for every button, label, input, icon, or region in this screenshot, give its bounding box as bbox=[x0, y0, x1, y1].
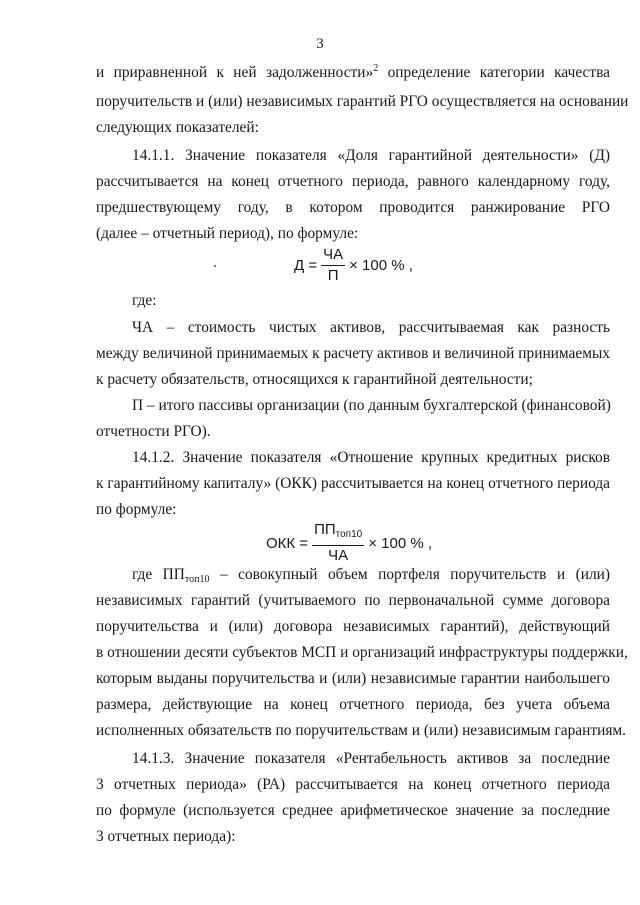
formula-rhs: × 100 % , bbox=[368, 534, 433, 552]
paragraph-line: размера, действующие на конец отчетного периода, без учета объема bbox=[96, 696, 610, 713]
formula-lhs: ОКК = bbox=[266, 534, 309, 552]
formula-fraction bbox=[312, 522, 364, 564]
scan-speck bbox=[214, 265, 216, 267]
paragraph-line: 14.1.3. Значение показателя «Рентабельность активов за последние bbox=[132, 750, 610, 767]
paragraph-line: поручительства и (или) договора независимых гарантий), действующий bbox=[96, 618, 610, 635]
paragraph-line: к расчету обязательств, относящихся к гарантийной деятельности; bbox=[96, 371, 533, 388]
paragraph-line: 3 отчетных периода): bbox=[96, 828, 236, 845]
formula-denominator: ЧА bbox=[328, 547, 349, 564]
formula-numerator bbox=[312, 522, 364, 546]
formula-rhs: × 100 % , bbox=[349, 257, 413, 274]
formula-fraction bbox=[321, 247, 345, 284]
text-run: – совокупный объем портфеля поручительств и (или) bbox=[209, 566, 610, 583]
formula-numerator-main: ПП bbox=[314, 521, 336, 538]
paragraph-line: в отношении десяти субъектов МСП и организаций инфраструктуры поддержки, bbox=[96, 644, 628, 661]
paragraph-line: к гарантийному капиталу» (ОКК) рассчитывается на конец отчетного периода bbox=[96, 475, 610, 492]
text-run: определение категории качества bbox=[378, 64, 610, 81]
paragraph-line: исполненных обязательств по поручительствам и (или) независимым гарантиям. bbox=[96, 722, 627, 739]
paragraph-line: отчетности РГО). bbox=[96, 423, 211, 440]
paragraph-line: независимых гарантий (учитываемого по первоначальной сумме договора bbox=[96, 592, 610, 609]
paragraph-line: П – итого пассивы организации (по данным бухгалтерской (финансовой) bbox=[132, 397, 611, 414]
paragraph-line bbox=[96, 63, 610, 83]
paragraph-line: ЧА – стоимость чистых активов, рассчитываемая как разность bbox=[132, 319, 610, 336]
formula-d bbox=[294, 247, 413, 284]
paragraph-line: которым выданы поручительства и (или) независимые гарантии наибольшего bbox=[96, 670, 610, 687]
formula-denominator: П bbox=[327, 267, 339, 284]
paragraph-line: следующих показателей: bbox=[96, 119, 259, 136]
paragraph-line: 14.1.1. Значение показателя «Доля гарантийной деятельности» (Д) bbox=[132, 147, 610, 164]
text-run: где ПП bbox=[132, 566, 185, 583]
paragraph-line: рассчитывается на конец отчетного периода, равного календарному году, bbox=[96, 173, 610, 190]
paragraph-line: поручительств и (или) независимых гарантий РГО осуществляется на основании bbox=[96, 93, 629, 110]
subscript: топ10 bbox=[184, 574, 210, 585]
paragraph-line: 3 отчетных периода» (РА) рассчитывается на конец отчетного периода bbox=[96, 776, 610, 793]
page-number: 3 bbox=[316, 36, 324, 52]
formula-okk bbox=[266, 522, 432, 564]
paragraph-line: предшествующему году, в котором проводится ранжирование РГО bbox=[96, 199, 610, 216]
paragraph-line: 14.1.2. Значение показателя «Отношение крупных кредитных рисков bbox=[132, 449, 610, 466]
paragraph-line: по формуле: bbox=[96, 501, 177, 518]
formula-numerator: ЧА bbox=[321, 247, 345, 266]
formula-lhs: Д = bbox=[294, 257, 318, 274]
paragraph-line bbox=[132, 565, 610, 590]
footnote-ref: 2 bbox=[373, 62, 379, 74]
text-run: и приравненной к ней задолженности» bbox=[96, 64, 374, 81]
paragraph-line: между величиной принимаемых к расчету активов и величиной принимаемых bbox=[96, 345, 610, 362]
where-label: где: bbox=[132, 292, 157, 309]
paragraph-line: по формуле (используется среднее арифметическое значение за последние bbox=[96, 802, 610, 819]
paragraph-line: (далее – отчетный период), по формуле: bbox=[96, 225, 359, 242]
formula-numerator-subscript: топ10 bbox=[335, 529, 363, 540]
